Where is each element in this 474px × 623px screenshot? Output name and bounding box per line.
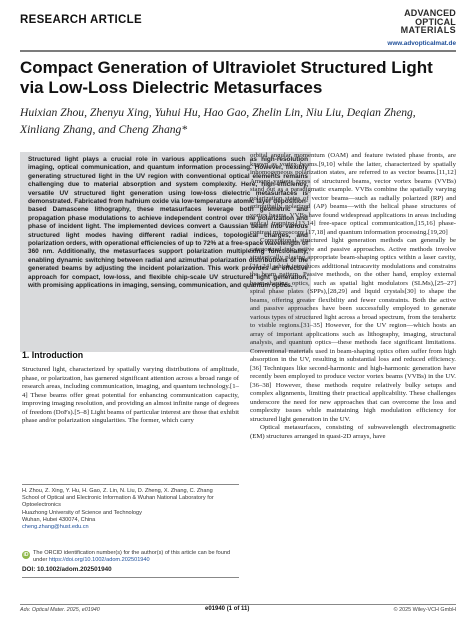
body-paragraph-2: Conventional structured light generation methods can generally be categorized into active and passive approaches. Active methods involve strategically placing appropriate beam-shaping optics within a laser cavity,[21–24] which introduces additional intracavity modulations and constrains the beam pattern. Passive methods, on the other hand, employ external beam-shaping optics, such as spatial light modulators (SLMs),[25–27] spiral phase plates (SPPs),[28,29] and liquid crystals[30] to shape the beams, offering greater flexibility and fewer constraints. Both the active and passive approaches have been successfully employed to generate various types of structured light across a broad spectrum, from the terahertz to visible regions.[31–35] However, for the UV region—which hosts an array of important applications such as lithography, imaging, structural analysis, and quantum optics—these methods face significant limitations. Conventional materials used in beam-shaping optics often suffer from high absorption in the UV, resulting in substantial loss and reduced efficiency.[36] Techniques like second-harmonic and high-harmonic generation have recently been employed to produce vector vortex beams (VVBs) in the UV.[36–38] However, these methods require relatively bulky setups and complex alignments, limiting their practical applicability. These challenges underscore the need for new approaches that can overcome the loss and complexity issues while maintaining high modulation efficiency for structured light generation in the UV. bbox=[250, 237, 456, 423]
body-paragraph-1: orbital angular momentum (OAM) and feature twisted phase fronts, are known as vortex beams.[9,10] while the latter, characterized by spatially inhomogeneous polarization states, are referred to as vector beams.[11,12] Among various types of structured beams, vector vortex beams (VVBs) stand out as a paradigmatic example. VVBs combine the spatially varying polarization states of vector beams—such as radially polarized (RP) and azimuthally polarized (AP) beams—with the helical phase structures of vortex beams. VVBs have found widespread applications in areas including optical trapping,[13,14] free-space optical communication,[15,16] phase-contrast microscopy,[17,18] and quantum information processing.[19,20] bbox=[250, 152, 456, 236]
doi-divider bbox=[22, 577, 239, 578]
header-divider bbox=[20, 50, 456, 52]
body-paragraph-3: Optical metasurfaces, consisting of subwavelength electromagnetic (EM) structures arranged in quasi-2D arrays, have bbox=[250, 424, 456, 440]
article-doi[interactable]: DOI: 10.1002/adom.202501940 bbox=[22, 566, 112, 573]
affiliation-school: School of Optical and Electronic Information & Wuhan National Laboratory for Optoelectronics bbox=[22, 495, 214, 509]
footer-copyright: © 2025 Wiley-VCH GmbH bbox=[393, 607, 456, 613]
author-list: Huixian Zhou, Zhenyu Xing, Yuhui Hu, Hao Gao, Zhelin Lin, Niu Liu, Deqian Zheng, Xinliang Zhang, and Cheng Zhang* bbox=[20, 106, 416, 136]
corresponding-email-link[interactable]: cheng.zhang@hust.edu.cn bbox=[22, 524, 89, 531]
abstract-text: Structured light plays a crucial role in various applications such as high-resolution imaging, optical communication, and quantum information processing. However, flexibly generating structured light in the UV region with conventional optical elements remains challenging due to material absorption and system complexity. Here, high-efficiency, versatile UV structured light generation using low-loss dielectric metasurfaces is demonstrated. Fabricated from hafnium oxide via low-temperature atomic layer deposition-based Damascene lithography, these metasurfaces leverage both geometric and propagation phase modulations to achieve independent control over the polarization and phase of incident light. The implemented devices convert a Gaussian beam into various structured light modes having different radial indices, topological charges, and polarization orders, with operational efficiencies of up to 72% at a free-space wavelength of 360 nm. Additionally, the metasurfaces support polarization multiplexing functionality, enabling dynamic switching between radial and azimuthal polarization distributions of the generated beams by adjusting the incident polarization. This work provides an effective approach for compact, low-loss, and flexible chip-scale UV structured light generation, with promising applications in imaging, sensing, communication, and quantum optics. bbox=[28, 156, 308, 290]
affiliation-authors: H. Zhou, Z. Xing, Y. Hu, H. Gao, Z. Lin, N. Liu, D. Zheng, X. Zhang, C. Zhang bbox=[22, 488, 213, 494]
orcid-link[interactable]: https://doi.org/10.1002/adom.202501940 bbox=[48, 557, 150, 564]
orcid-icon: iD bbox=[23, 552, 29, 558]
journal-logo bbox=[401, 9, 456, 35]
article-title: Compact Generation of Ultraviolet Structured Light via Low-Loss Dielectric Metasurfaces bbox=[20, 58, 433, 97]
logo-line-3: MATERIALS bbox=[400, 25, 456, 35]
affiliation-divider bbox=[22, 484, 239, 485]
right-column-body bbox=[250, 152, 456, 441]
footer-page-number: e01940 (1 of 11) bbox=[205, 606, 250, 612]
footer-journal-citation: Adv. Optical Mater. 2025, e01940 bbox=[20, 607, 100, 613]
introduction-paragraph: Structured light, characterized by spatially varying distributions of amplitude, phase, or polarization, has garnered significant attention across a broad range of research areas, including communication, imaging, and quantum technology.[1–4] These beams offer great potential for enhancing communication capacity, improving imaging resolution, and providing an almost infinite range of degrees of freedom (DoFs).[5–8] Light beams of particular interest are those that exhibit phase and/or polarization singularities. The former, which carry bbox=[22, 366, 239, 424]
journal-website-link[interactable]: www.advopticalmat.de bbox=[387, 40, 456, 47]
section-heading-introduction: 1. Introduction bbox=[22, 350, 84, 360]
affiliation-city: Wuhan, Hubei 430074, China bbox=[22, 516, 96, 523]
affiliation-university: Huazhong University of Science and Technology bbox=[22, 509, 142, 516]
footer-divider bbox=[20, 604, 456, 605]
section-label: RESEARCH ARTICLE bbox=[20, 14, 142, 26]
logo-line-1: ADVANCED bbox=[404, 8, 456, 18]
orcid-note-text: The ORCID identification number(s) for the author(s) of this article can be found under bbox=[33, 550, 231, 564]
affiliation-block bbox=[22, 488, 239, 531]
logo-line-2: OPTICAL bbox=[415, 16, 456, 27]
